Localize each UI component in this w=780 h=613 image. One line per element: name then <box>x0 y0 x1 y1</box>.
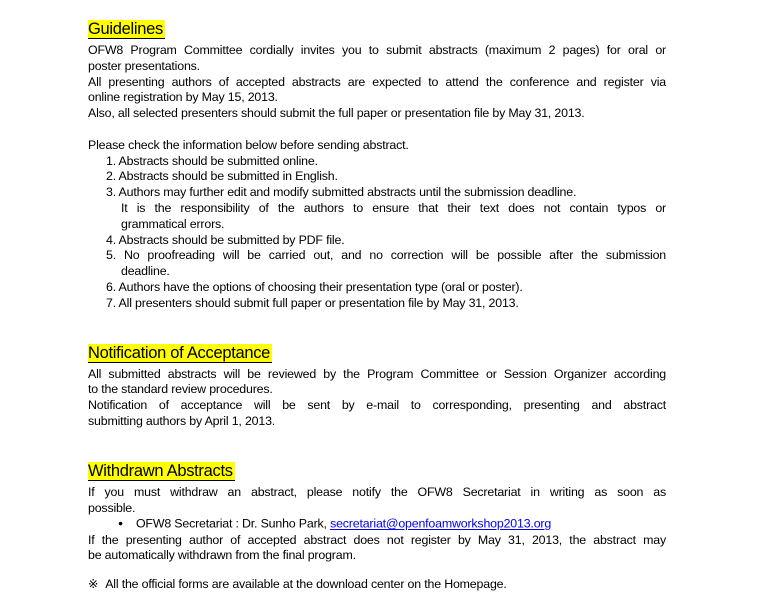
text-line: Also, all selected presenters should submit the full paper or presentation file by May 31, 2013. <box>88 106 585 121</box>
text-line: 2. Abstracts should be submitted in English. <box>106 169 338 184</box>
text-line: 3. Authors may further edit and modify submitted abstracts until the submission deadline. <box>106 185 577 200</box>
section-heading <box>88 19 666 40</box>
highlighted-heading-text: Withdrawn Abstracts <box>88 461 233 480</box>
text-line: It is the responsibility of the authors to ensure that their text does not contain typos or <box>121 200 666 215</box>
section-heading <box>88 461 666 482</box>
bullet-icon: ● <box>118 518 123 529</box>
text-line: Please check the information below before sending abstract. <box>88 137 409 152</box>
text-line: Notification of acceptance will be sent by e-mail to corresponding, presenting and abstract <box>88 398 666 413</box>
text-line: to the standard review procedures. <box>88 382 273 397</box>
text-line: If the presenting author of accepted abstract does not register by May 31, 2013, the abstract may <box>88 532 666 547</box>
text-line: 4. Abstracts should be submitted by PDF file. <box>106 232 345 247</box>
text-line: grammatical errors. <box>121 216 225 231</box>
text-line: OFW8 Program Committee cordially invites you to submit abstracts (maximum 2 pages) for oral or <box>88 43 666 57</box>
highlighted-heading-text: Notification of Acceptance <box>88 343 271 362</box>
text-line: poster presentations. <box>88 58 200 73</box>
text-line: submitting authors by April 1, 2013. <box>88 413 276 428</box>
footnote <box>88 577 666 593</box>
bullet-text: OFW8 Secretariat : Dr. Sunho Park, <box>135 516 331 531</box>
footnote-text: All the official forms are available at the download center on the Homepage. <box>105 577 507 592</box>
section-withdrawn-abstracts <box>88 461 666 564</box>
text-line: possible. <box>88 500 136 515</box>
section-body <box>88 367 666 430</box>
highlighted-heading-text: Guidelines <box>88 20 163 38</box>
section-body <box>88 43 666 312</box>
bullet-line <box>88 516 666 532</box>
text-line: be automatically withdrawn from the final program. <box>88 548 356 563</box>
text-line: 1. Abstracts should be submitted online. <box>106 153 318 168</box>
email-link[interactable]: secretariat@openfoamworkshop2013.org <box>330 516 552 531</box>
text-line: 5. No proofreading will be carried out, and no correction will be possible after the submission <box>106 248 666 263</box>
text-line: 7. All presenters should submit full paper or presentation file by May 31, 2013. <box>106 295 519 310</box>
text-line: All presenting authors of accepted abstracts are expected to attend the conference and register via <box>88 74 666 89</box>
text-line: deadline. <box>121 264 170 279</box>
text-line: All submitted abstracts will be reviewed by the Program Committee or Session Organizer according <box>88 366 666 381</box>
section-guidelines <box>88 19 666 312</box>
reference-mark-icon: ※ <box>88 577 99 592</box>
text-line: online registration by May 15, 2013. <box>88 90 278 105</box>
section-heading <box>88 343 666 364</box>
text-line: If you must withdraw an abstract, please notify the OFW8 Secretariat in writing as soon as <box>88 484 666 499</box>
text-line: 6. Authors have the options of choosing their presentation type (oral or poster). <box>106 279 523 294</box>
section-notification-of-acceptance <box>88 343 666 430</box>
section-body <box>88 485 666 564</box>
blank-line <box>88 122 666 138</box>
